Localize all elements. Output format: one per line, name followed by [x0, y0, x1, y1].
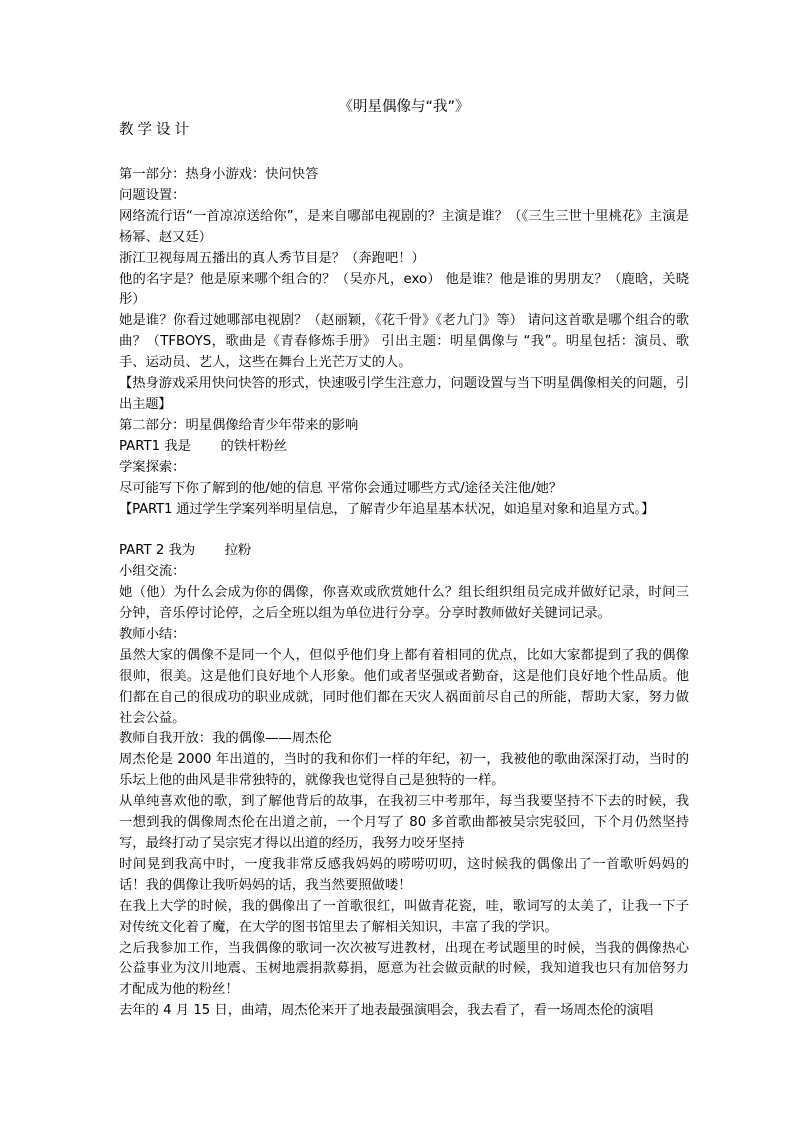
- design-note: 【PART1 通过学生学案列举明星信息，了解青少年追星基本状况，如追星对象和追星方式。】: [119, 501, 655, 517]
- paragraph: 从单纯喜欢他的歌，到了解他背后的故事，在我初三中考那年，每当我要坚持不下去的时候，我一想到我的偶像周杰伦在出道之前，一个月写了 80 多首歌曲都被吴宗宪驳回，下个月仍然坚持写，最终打动了吴宗宪才得以出道的经历，我努力咬牙坚持: [119, 794, 689, 851]
- part-heading: PART1 我是 的铁杆粉丝: [119, 438, 288, 454]
- paragraph: 小组交流：: [119, 564, 186, 580]
- part-heading: PART 2 我为 拉粉: [119, 543, 252, 559]
- paragraph: 她是谁？你看过她哪部电视剧？（赵丽颖，《花千骨》《老九门》等） 请问这首歌是哪个组合的歌曲？（TFBOYS，歌曲是《青春修炼手册》 引出主题：明星偶像与 “我”。明星包括：演员、歌手、运动员、艺人，这些在舞台上光芒万丈的人。: [119, 313, 689, 371]
- blank-line: [119, 520, 689, 541]
- document-subtitle: 教学设计: [119, 122, 193, 138]
- paragraph: 虽然大家的偶像不是同一个人，但似乎他们身上都有着相同的优点，比如大家都提到了我的偶像很帅，很美。这是他们良好地个人形象。他们或者坚强或者勤奋，这是他们良好地个性品质。他们都在自己的很成功的职业成就，同时他们都在天灾人祸面前尽自己的所能，帮助大家，努力做社会公益。: [119, 647, 689, 726]
- paragraph: 问题设置：: [119, 187, 186, 203]
- paragraph: 学案探索：: [119, 459, 186, 475]
- document-page: [119, 96, 689, 1022]
- paragraph: 她（他）为什么会成为你的偶像，你喜欢或欣赏她什么？组长组织组员完成并做好记录，时间三分钟，音乐停讨论停，之后全班以组为单位进行分享。分享时教师做好关键词记录。: [119, 585, 689, 622]
- paragraph: 周杰伦是 2000 年出道的，当时的我和你们一样的年纪，初一，我被他的歌曲深深打动，当时的乐坛上他的曲风是非常独特的，就像我也觉得自己是独特的一样。: [119, 752, 689, 789]
- paragraph: 浙江卫视每周五播出的真人秀节目是？（奔跑吧！）: [119, 250, 425, 266]
- paragraph: 去年的 4 月 15 日，曲靖，周杰伦来开了地表最强演唱会，我去看了，看一场周杰伦的演唱: [119, 1003, 654, 1019]
- paragraph: 他的名字是？他是原来哪个组合的？（吴亦凡，exo） 他是谁？他是谁的男朋友？（鹿晗，关晓彤）: [119, 271, 689, 308]
- document-title: 《明星偶像与“我”》: [338, 99, 470, 115]
- design-note: 【热身游戏采用快问快答的形式，快速吸引学生注意力，问题设置与当下明星偶像相关的问题，引出主题】: [119, 376, 689, 412]
- paragraph: 时间晃到我高中时，一度我非常反感我妈妈的唠唠叨叨，这时候我的偶像出了一首歌听妈妈的话！我的偶像让我听妈妈的话，我当然要照做喽！: [119, 856, 689, 893]
- paragraph: 教师自我开放：我的偶像——周杰伦: [119, 731, 332, 747]
- section-heading: 第一部分：热身小游戏：快问快答: [119, 167, 319, 182]
- paragraph: 在我上大学的时候，我的偶像出了一首歌很红，叫做青花瓷，哇，歌词写的太美了，让我一下子对传统文化着了魔，在大学的图书馆里去了解相关知识，丰富了我的学识。: [119, 898, 689, 935]
- paragraph: 教师小结：: [119, 626, 186, 642]
- paragraph: 尽可能写下你了解到的他/她的信息 平常你会通过哪些方式/途径关注他/她？: [119, 480, 563, 496]
- section-heading: 第二部分：明星偶像给青少年带来的影响: [119, 417, 359, 433]
- paragraph: 之后我参加工作，当我偶像的歌词一次次被写进教材，出现在考试题里的时候，当我的偶像热心公益事业为汶川地震、玉树地震捐款募捐，愿意为社会做贡献的时候，我知道我也只有加倍努力才配成为他的粉丝！: [119, 940, 689, 998]
- paragraph: 网络流行语“一首凉凉送给你”，是来自哪部电视剧的？主演是谁？（《三生三世十里桃花》主演是杨幂、赵又廷）: [119, 208, 689, 245]
